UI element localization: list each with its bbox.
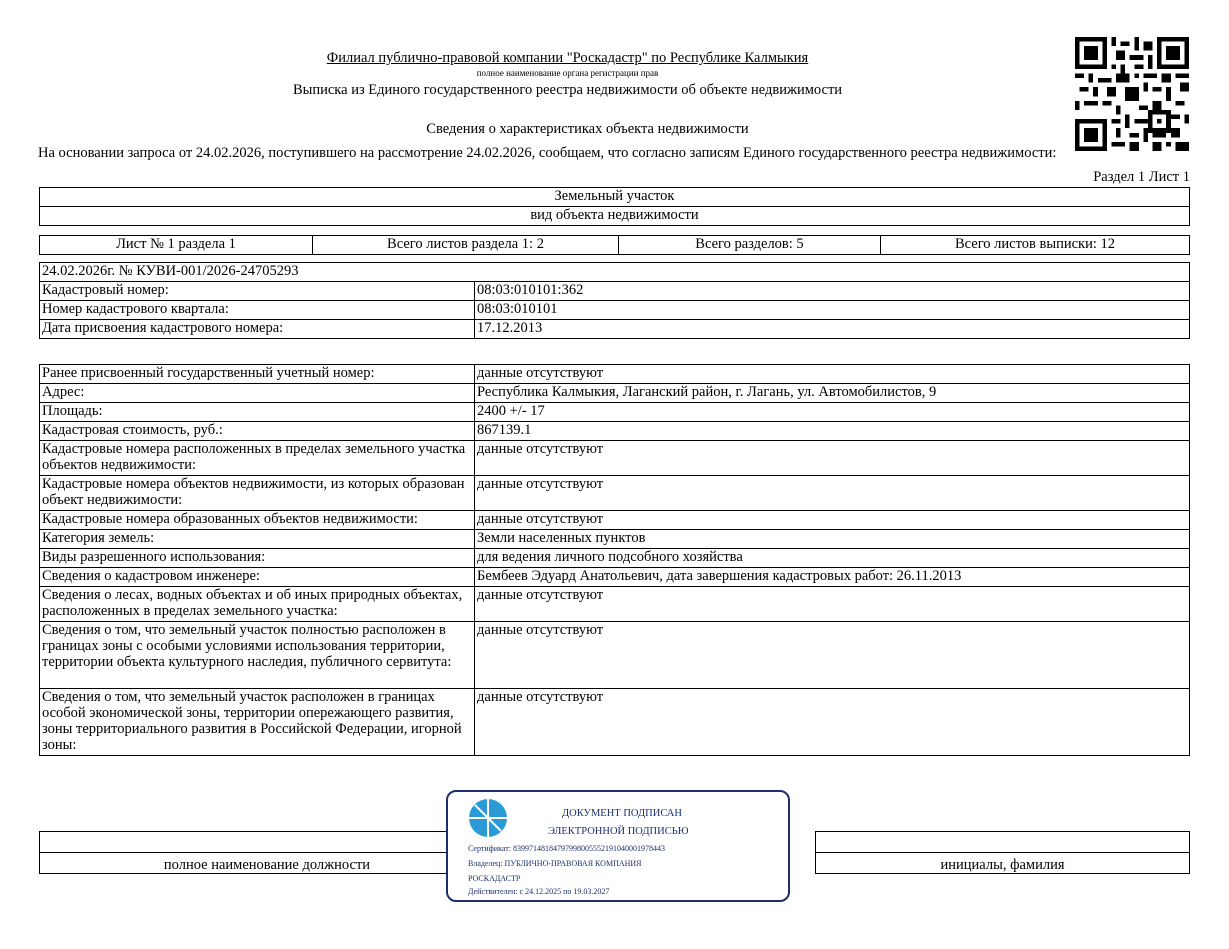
certificate-number: Сертификат: 83997148184797998005552191040001978443 [468,844,665,853]
table-row-label: Кадастровые номера объектов недвижимости, из которых образован объект недвижимости: [40,476,475,511]
certificate-validity: Действителен: с 24.12.2025 по 19.03.2027 [468,887,610,896]
table-row-value: 867139.1 [475,422,1190,441]
table-row-value: данные отсутствуют [475,441,1190,476]
table-row-label: Кадастровые номера расположенных в пределах земельного участка объектов недвижимости: [40,441,475,476]
table-row-value: данные отсутствуют [475,689,1190,756]
position-blank [40,832,495,853]
table-row-value: данные отсутствуют [475,476,1190,511]
table-row-value: для ведения личного подсобного хозяйства [475,549,1190,568]
registry-table [39,262,1190,339]
basis-text: На основании запроса от 24.02.2026, поступившего на рассмотрение 24.02.2026, сообщаем, что согласно записям Единого государственного реестра недвижимости: [38,145,1057,161]
table-row-label: Ранее присвоенный государственный учетный номер: [40,365,475,384]
object-type-table [39,187,1190,226]
sheet-number: Лист № 1 раздела 1 [40,236,313,255]
table-row [40,403,1190,422]
subtitle: Сведения о характеристиках объекта недвижимости [426,121,749,137]
table-row-label: Сведения о кадастровом инженере: [40,568,475,587]
table-row [40,365,1190,384]
table-row-value: данные отсутствуют [475,365,1190,384]
table-row-label: Адрес: [40,384,475,403]
table-row [40,622,1190,689]
details-table [39,364,1190,756]
position-caption: полное наименование должности [40,853,495,874]
cadastral-quarter: 08:03:010101 [475,301,1190,320]
table-row [40,384,1190,403]
table-row [40,587,1190,622]
extract-title: Выписка из Единого государственного реестра недвижимости об объекте недвижимости [292,82,843,98]
certificate-owner-2: РОСКАДАСТР [468,874,521,883]
table-row-value: Республика Калмыкия, Лаганский район, г. Лагань, ул. Автомобилистов, 9 [475,384,1190,403]
table-row-label: Кадастровые номера образованных объектов недвижимости: [40,511,475,530]
table-row-label: Сведения о том, что земельный участок полностью расположен в границах зоны с особыми условиями использования территории, территории объекта культурного наследия, публичного сервитута: [40,622,475,689]
certificate-owner: Владелец: ПУБЛИЧНО-ПРАВОВАЯ КОМПАНИЯ [468,859,642,868]
section-label: Раздел 1 Лист 1 [1093,169,1190,185]
stamp-line-1: ДОКУМЕНТ ПОДПИСАН [562,808,682,819]
table-row-value: Бембеев Эдуард Анатольевич, дата завершения кадастровых работ: 26.11.2013 [475,568,1190,587]
table-row-label: Кадастровый номер: [40,282,475,301]
table-row [40,689,1190,756]
table-row-label: Сведения о том, что земельный участок расположен в границах особой экономической зоны, территории опережающего развития, зоны территориального развития в Российской Федерации, игорной зоны: [40,689,475,756]
table-row [40,476,1190,511]
table-row-value: данные отсутствуют [475,587,1190,622]
qr-code-icon [1075,37,1189,151]
table-row [40,568,1190,587]
assignment-date: 17.12.2013 [475,320,1190,339]
table-row-label: Номер кадастрового квартала: [40,301,475,320]
table-row-value: данные отсутствуют [475,622,1190,689]
table-row-value: 2400 +/- 17 [475,403,1190,422]
table-row [40,422,1190,441]
table-row-label: Площадь: [40,403,475,422]
org-caption: полное наименование органа регистрации прав [476,68,659,78]
table-row-value: Земли населенных пунктов [475,530,1190,549]
table-row [40,441,1190,476]
stamp-line-2: ЭЛЕКТРОННОЙ ПОДПИСЬЮ [548,826,689,837]
record-number: 24.02.2026г. № КУВИ-001/2026-24705293 [40,263,1190,282]
table-row-value: данные отсутствуют [475,511,1190,530]
table-row [40,511,1190,530]
name-blank [816,832,1190,853]
table-row [40,549,1190,568]
org-name: Филиал публично-правовой компании "Роскадастр" по Республике Калмыкия [326,50,809,66]
object-type: Земельный участок [40,188,1190,207]
sheet-info-table [39,235,1190,255]
table-row-label: Кадастровая стоимость, руб.: [40,422,475,441]
cadastral-number: 08:03:010101:362 [475,282,1190,301]
object-type-caption: вид объекта недвижимости [40,207,1190,226]
name-caption: инициалы, фамилия [816,853,1190,874]
table-row-label: Категория земель: [40,530,475,549]
total-sheets-section: Всего листов раздела 1: 2 [313,236,619,255]
table-row-label: Дата присвоения кадастрового номера: [40,320,475,339]
rosreestr-logo-icon [468,798,508,838]
total-sheets: Всего листов выписки: 12 [881,236,1190,255]
table-row [40,530,1190,549]
table-row-label: Виды разрешенного использования: [40,549,475,568]
electronic-signature-stamp [446,790,790,902]
total-sections: Всего разделов: 5 [619,236,881,255]
table-row-label: Сведения о лесах, водных объектах и об иных природных объектах, расположенных в пределах земельного участка: [40,587,475,622]
